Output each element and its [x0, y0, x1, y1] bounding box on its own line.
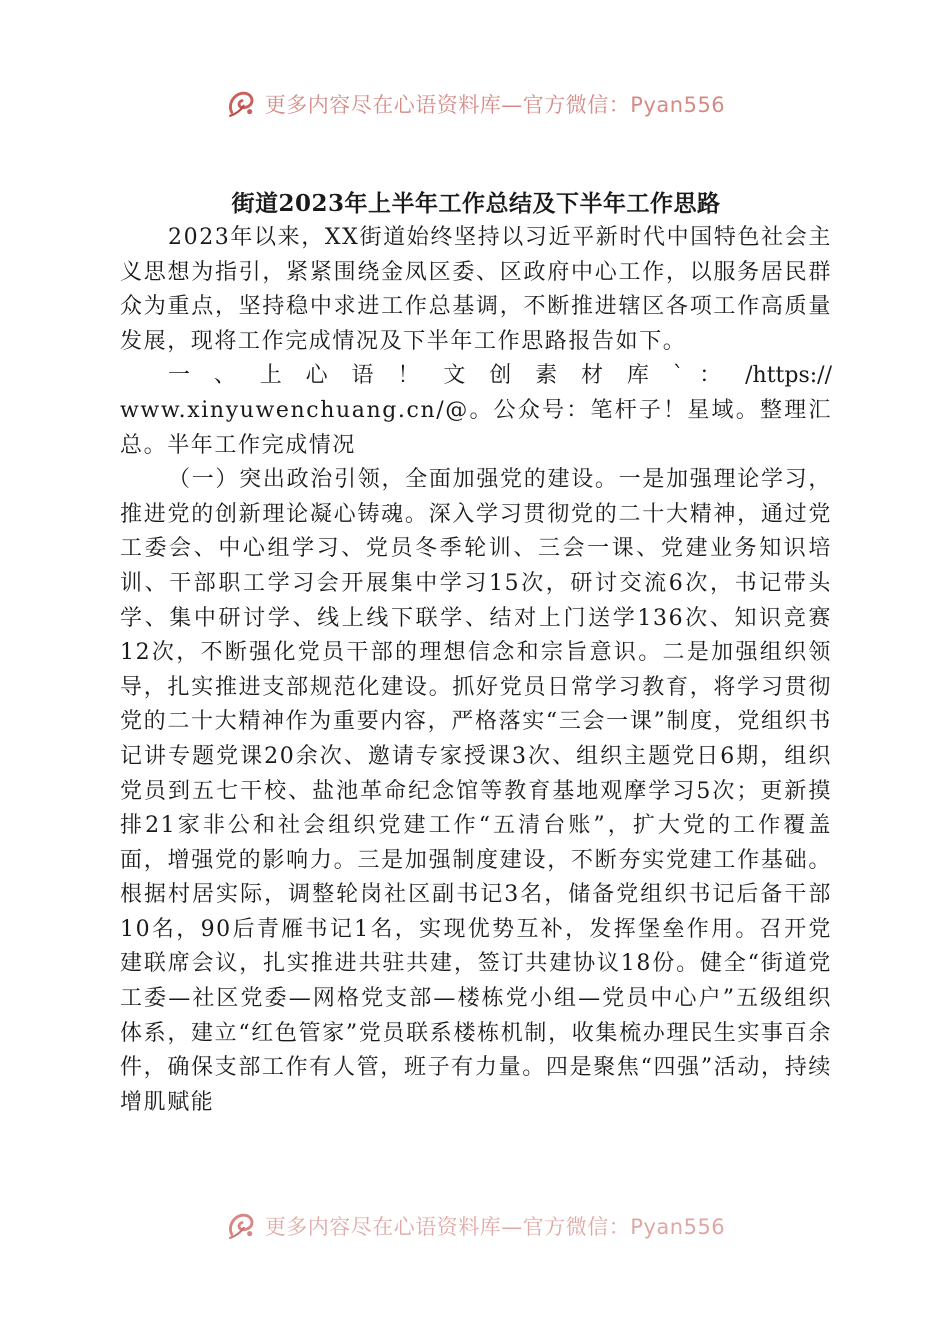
section-heading-line2: www.xinyuwenchuang.cn/@。公众号：笔杆子！星域。整理汇总。半年工作完成情况	[120, 397, 832, 458]
section-heading-line1: 一 、 上 心 语 ！ 文 创 素 材 库 ` ： /https://	[168, 363, 832, 389]
watermark-text: 更多内容尽在心语资料库—官方微信：Pyan556	[264, 93, 726, 117]
swirl-logo-icon	[225, 87, 259, 121]
header-watermark	[0, 84, 950, 124]
section1-paragraph: （一）突出政治引领，全面加强党的建设。一是加强理论学习，推进党的创新理论凝心铸魂。深入学习贯彻党的二十大精神，通过党工委会、中心组学习、党员冬季轮训、三会一课、党建业务知识培训、干部职工学习会开展集中学习15次，研讨交流6次，书记带头学、集中研讨学、线上线下联学、结对上门送学136次、知识竞赛12次，不断强化党员干部的理想信念和宗旨意识。二是加强组织领导，扎实推进支部规范化建设。抓好党员日常学习教育，将学习贯彻党的二十大精神作为重要内容，严格落实“三会一课”制度，党组织书记讲专题党课20余次、邀请专家授课3次、组织主题党日6期，组织党员到五七干校、盐池革命纪念馆等教育基地观摩学习5次；更新摸排21家非公和社会组织党建工作“五清台账”，扩大党的工作覆盖面，增强党的影响力。三是加强制度建设，不断夯实党建工作基础。根据村居实际，调整轮岗社区副书记3名，储备党组织书记后备干部10名，90后青雁书记1名，实现优势互补，发挥堡垒作用。召开党建联席会议，扎实推进共驻共建，签订共建协议18份。健全“街道党工委—社区党委—网格党支部—楼栋党小组—党员中心户”五级组织体系，建立“红色管家”党员联系楼栋机制，收集梳办理民生实事百余件，确保支部工作有人管，班子有力量。四是聚焦“四强”活动，持续增肌赋能	[120, 467, 832, 1115]
document-title: 街道2023年上半年工作总结及下半年工作思路	[231, 190, 721, 217]
document-body	[120, 187, 832, 1120]
footer-watermark	[0, 1206, 950, 1246]
watermark-text: 更多内容尽在心语资料库—官方微信：Pyan556	[264, 1215, 726, 1239]
swirl-logo-icon	[225, 1209, 259, 1243]
intro-paragraph: 2023年以来，XX街道始终坚持以习近平新时代中国特色社会主义思想为指引，紧紧围绕金凤区委、区政府中心工作，以服务居民群众为重点，坚持稳中求进工作总基调，不断推进辖区各项工作高质量发展，现将工作完成情况及下半年工作思路报告如下。	[120, 225, 832, 354]
